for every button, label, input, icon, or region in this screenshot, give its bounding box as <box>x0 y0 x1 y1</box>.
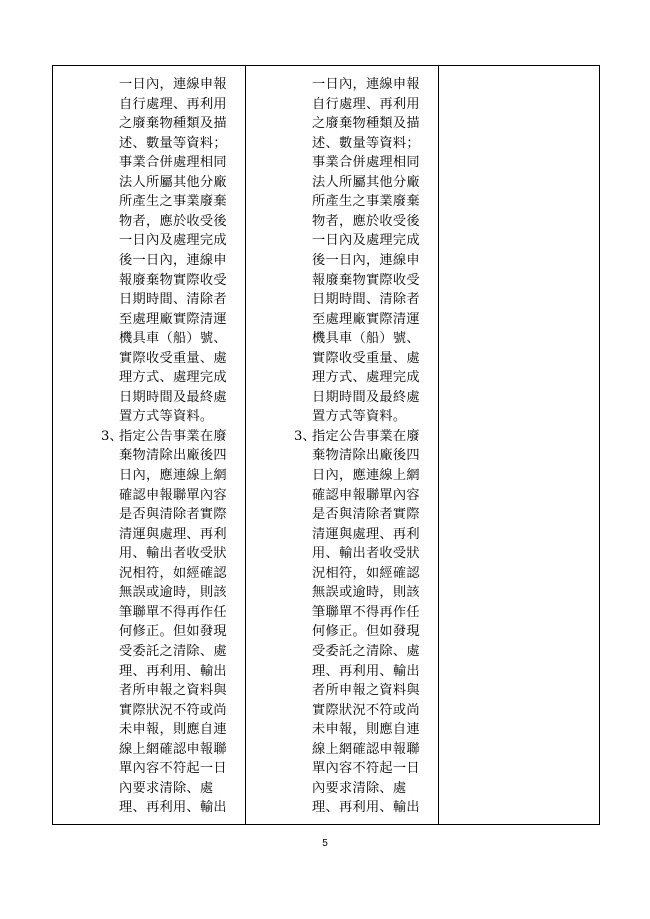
text-line: 物者，應於收受後 <box>119 213 227 229</box>
text-line: 之廢棄物種類及描 <box>119 116 227 132</box>
text-line: 何修正。但如發現 <box>119 624 227 640</box>
text-line: 物者，應於收受後 <box>312 213 420 229</box>
text-line: 一日內及處理完成 <box>312 233 420 249</box>
text-line: 受委託之清除、處 <box>312 643 420 659</box>
text-line: 況相符，如經確認 <box>119 565 227 581</box>
list-item-marker: 3、 <box>101 428 123 444</box>
text-line: 無誤或逾時，則該 <box>119 585 227 601</box>
text-line: 何修正。但如發現 <box>312 624 420 640</box>
text-line: 理、再利用、輸出 <box>119 800 227 816</box>
text-line: 日內，應連線上網 <box>312 468 420 483</box>
text-line: 事業合併處理相同 <box>119 155 227 171</box>
text-line: 棄物清除出廠後四 <box>312 448 420 464</box>
list-item-marker: 3、 <box>294 428 316 444</box>
text-line: 實際收受重量、處 <box>119 350 227 366</box>
text-line: 機具車（船）號、 <box>312 331 420 347</box>
text-line: 清運與處理、再利 <box>119 526 227 542</box>
text-line: 至處理廠實際清運 <box>312 311 420 327</box>
text-line: 述、數量等資料； <box>119 135 227 151</box>
text-line: 述、數量等資料； <box>312 135 420 151</box>
text-line: 後一日內，連線申 <box>119 252 227 268</box>
text-line: 一日內及處理完成 <box>119 233 227 249</box>
text-line: 日期時間、清除者 <box>119 292 227 308</box>
text-line: 置方式等資料。 <box>312 409 407 425</box>
text-line: 實際狀況不符或尚 <box>119 702 227 718</box>
text-line: 況相符，如經確認 <box>312 565 420 581</box>
text-line: 日期時間及最終處 <box>312 389 420 405</box>
text-line: 置方式等資料。 <box>119 409 214 425</box>
text-line: 之廢棄物種類及描 <box>312 116 420 132</box>
text-line: 一日內，連線申報 <box>119 77 227 92</box>
text-line: 實際狀況不符或尚 <box>312 702 420 718</box>
text-line: 線上網確認申報聯 <box>312 741 420 757</box>
text-line: 報廢棄物實際收受 <box>119 272 227 288</box>
text-line: 筆聯單不得再作任 <box>312 604 420 620</box>
text-line: 報廢棄物實際收受 <box>312 272 420 288</box>
text-line: 清運與處理、再利 <box>312 526 420 542</box>
text-line: 理方式、處理完成 <box>119 370 227 386</box>
comparison-table <box>52 65 600 825</box>
text-line: 確認申報聯單內容 <box>119 487 227 503</box>
text-line: 未申報，則應自連 <box>119 722 227 738</box>
text-line: 是否與清除者實際 <box>312 507 420 523</box>
text-line: 所產生之事業廢棄 <box>312 194 420 210</box>
table-column-3 <box>439 66 599 824</box>
text-line: 實際收受重量、處 <box>312 350 420 366</box>
text-line: 一日內，連線申報 <box>312 77 420 92</box>
text-line: 日期時間及最終處 <box>119 389 227 405</box>
text-line: 法人所屬其他分廠 <box>119 174 227 190</box>
text-line: 者所申報之資料與 <box>119 683 227 699</box>
text-line: 受委託之清除、處 <box>119 643 227 659</box>
text-line: 法人所屬其他分廠 <box>312 174 420 190</box>
text-line: 用、輸出者收受狀 <box>119 546 227 562</box>
text-line: 未申報，則應自連 <box>312 722 420 738</box>
text-line: 後一日內，連線申 <box>312 252 420 268</box>
text-line: 事業合併處理相同 <box>312 155 420 171</box>
text-line: 指定公告事業在廢 <box>312 428 420 444</box>
text-line: 單內容不符起一日 <box>312 761 420 777</box>
table-column-2 <box>246 66 439 824</box>
text-line: 理、再利用、輸出 <box>312 663 420 679</box>
text-line: 至處理廠實際清運 <box>119 311 227 327</box>
text-line: 是否與清除者實際 <box>119 507 227 523</box>
text-line: 單內容不符起一日 <box>119 761 227 777</box>
text-line: 棄物清除出廠後四 <box>119 448 227 464</box>
text-line: 機具車（船）號、 <box>119 331 227 347</box>
text-line: 確認申報聯單內容 <box>312 487 420 503</box>
text-line: 指定公告事業在廢 <box>119 428 227 444</box>
text-line: 內要求清除、處 <box>312 780 407 796</box>
page-number: 5 <box>322 838 328 849</box>
table-column-1 <box>53 66 246 824</box>
text-line: 筆聯單不得再作任 <box>119 604 227 620</box>
text-line: 日期時間、清除者 <box>312 292 420 308</box>
text-line: 日內，應連線上網 <box>119 468 227 483</box>
text-line: 理、再利用、輸出 <box>119 663 227 679</box>
text-line: 理方式、處理完成 <box>312 370 420 386</box>
text-line: 內要求清除、處 <box>119 780 214 796</box>
text-line: 線上網確認申報聯 <box>119 741 227 757</box>
text-line: 所產生之事業廢棄 <box>119 194 227 210</box>
text-line: 理、再利用、輸出 <box>312 800 420 816</box>
text-line: 者所申報之資料與 <box>312 683 420 699</box>
text-line: 無誤或逾時，則該 <box>312 585 420 601</box>
text-line: 自行處理、再利用 <box>312 96 420 112</box>
text-line: 自行處理、再利用 <box>119 96 227 112</box>
text-line: 用、輸出者收受狀 <box>312 546 420 562</box>
